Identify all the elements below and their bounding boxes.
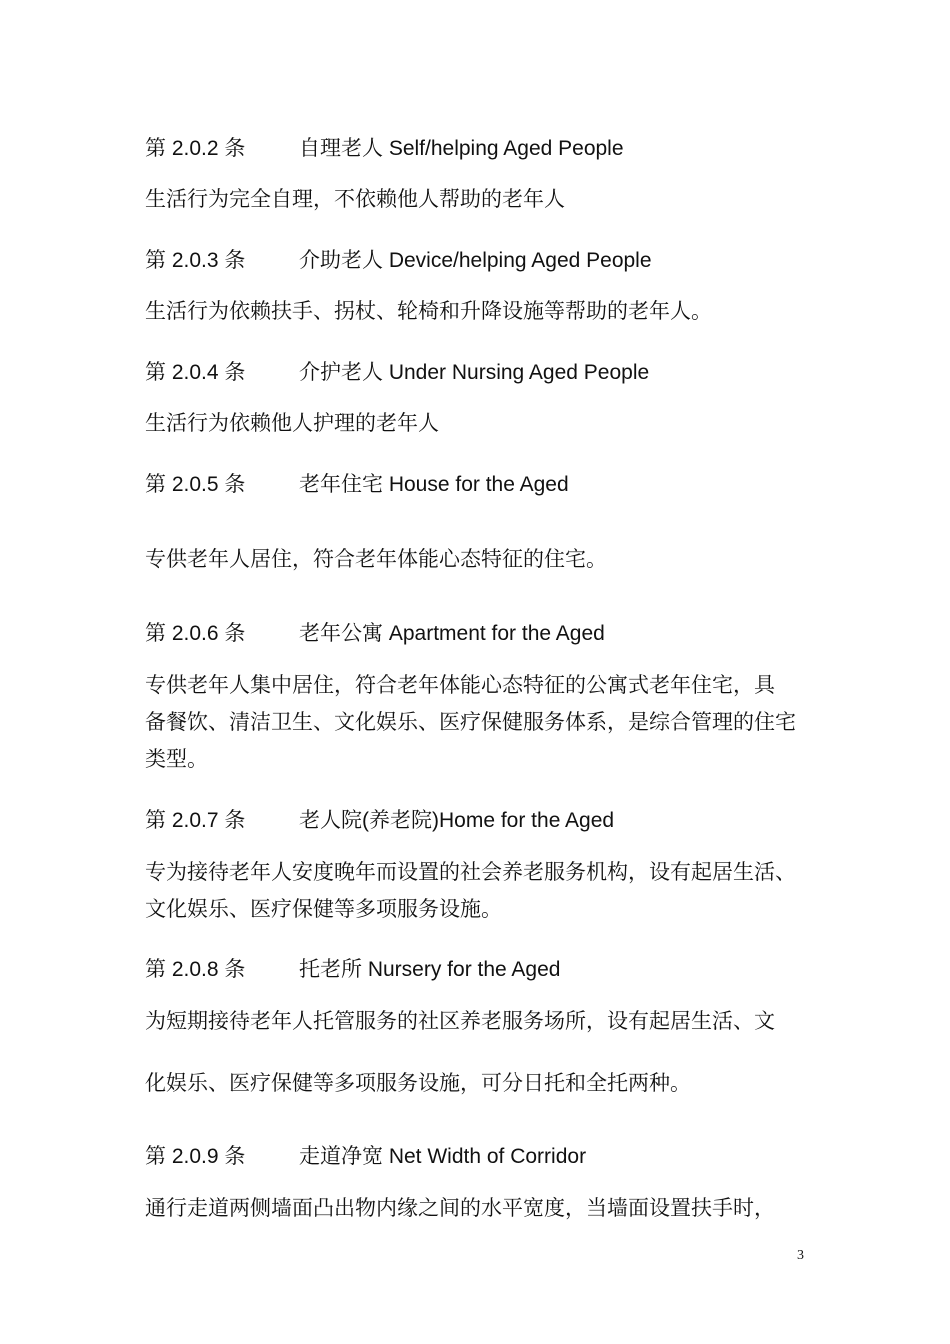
definition-text: 专供老年人集中居住，符合老年体能心态特征的公寓式老年住宅，具 [145,673,775,697]
definition-text: 生活行为依赖扶手、拐杖、轮椅和升降设施等帮助的老年人。 [145,299,712,323]
definition-text: 生活行为依赖他人护理的老年人 [145,411,439,435]
section-number: 第 2.0.5 条 [145,473,246,496]
section-heading-2-0-2 [145,131,624,167]
definition-text: 通行走道两侧墙面凸出物内缘之间的水平宽度，当墙面设置扶手时， [145,1196,775,1220]
section-term: 自理老人 Self/helping Aged People [299,137,624,160]
definition-text: 文化娱乐、医疗保健等多项服务设施。 [145,897,502,921]
section-heading-2-0-9 [145,1139,586,1175]
section-number: 第 2.0.4 条 [145,361,246,384]
section-heading-2-0-7 [145,803,614,839]
section-heading-2-0-6 [145,616,605,652]
definition-text: 生活行为完全自理，不依赖他人帮助的老年人 [145,187,565,211]
section-term: 介护老人 Under Nursing Aged People [299,361,650,384]
section-heading-2-0-4 [145,355,649,391]
section-number: 第 2.0.3 条 [145,249,246,272]
section-term: 介助老人 Device/helping Aged People [299,249,652,272]
section-term: 老人院(养老院)Home for the Aged [299,809,615,832]
section-heading-2-0-3 [145,243,652,279]
definition-text: 为短期接待老年人托管服务的社区养老服务场所，设有起居生活、文 [145,1009,775,1033]
section-term: 老年公寓 Apartment for the Aged [299,622,605,645]
page-number: 3 [797,1248,804,1263]
section-heading-2-0-8 [145,952,560,988]
definition-text: 专为接待老年人安度晚年而设置的社会养老服务机构，设有起居生活、 [145,860,796,884]
section-number: 第 2.0.7 条 [145,809,246,832]
section-number: 第 2.0.6 条 [145,622,246,645]
section-number: 第 2.0.2 条 [145,137,246,160]
section-number: 第 2.0.9 条 [145,1145,246,1168]
section-term: 老年住宅 House for the Aged [299,473,569,496]
definition-text: 化娱乐、医疗保健等多项服务设施，可分日托和全托两种。 [145,1071,691,1095]
definition-text: 类型。 [145,747,208,771]
section-number: 第 2.0.8 条 [145,958,246,981]
section-heading-2-0-5 [145,467,569,503]
section-term: 托老所 Nursery for the Aged [299,958,561,981]
definition-text: 专供老年人居住，符合老年体能心态特征的住宅。 [145,547,607,571]
section-term: 走道净宽 Net Width of Corridor [299,1145,587,1168]
definition-text: 备餐饮、清洁卫生、文化娱乐、医疗保健服务体系，是综合管理的住宅 [145,710,796,734]
